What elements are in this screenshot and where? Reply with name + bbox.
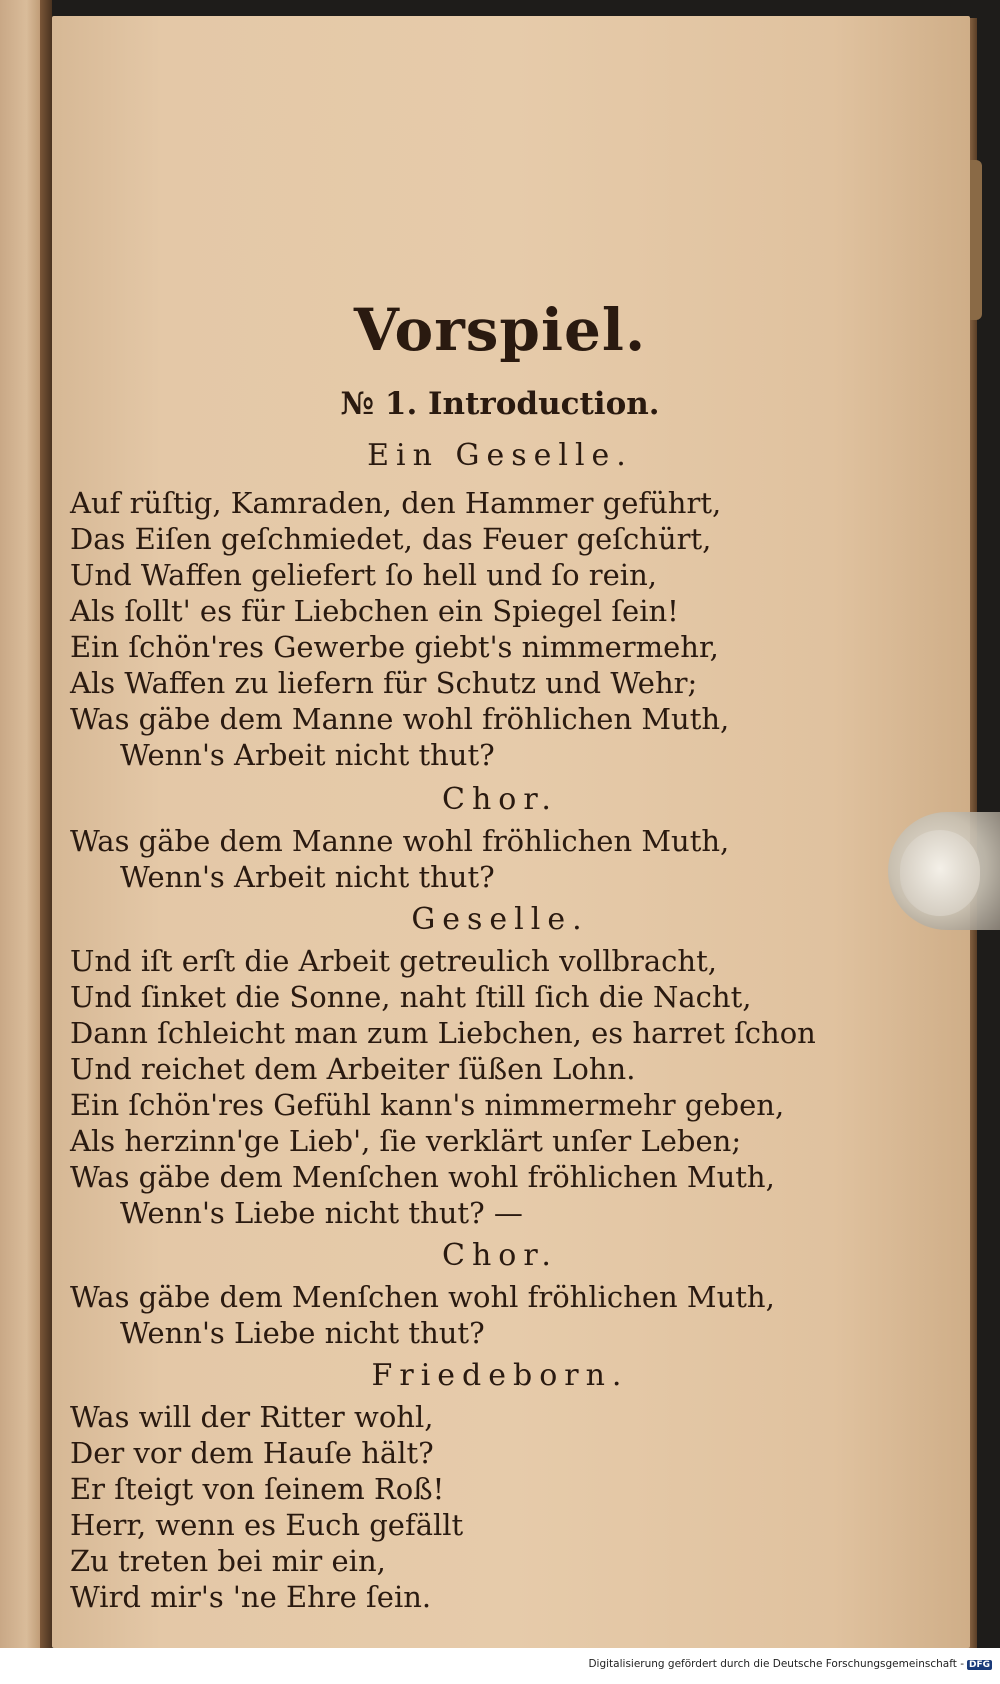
- verse-line: Als herzinn'ge Lieb', ſie verklärt unſer Leben;: [70, 1124, 742, 1158]
- verse-line: Und ſinket die Sonne, naht ſtill ſich die Nacht,: [70, 980, 752, 1014]
- funding-footer: [588, 1658, 992, 1670]
- footer-text: Digitalisierung gefördert durch die Deutsche Forschungsgemeinschaft -: [588, 1658, 964, 1670]
- verse-line: Wird mir's 'ne Ehre ſein.: [70, 1580, 432, 1614]
- verse-line: Was gäbe dem Menſchen wohl fröhlichen Muth,: [70, 1280, 775, 1314]
- section-heading: № 1. Introduction.: [340, 386, 660, 422]
- verse-line: Was will der Ritter wohl,: [70, 1400, 434, 1434]
- verse-line: Dann ſchleicht man zum Liebchen, es harret ſchon: [70, 1016, 816, 1050]
- verse-line: Was gäbe dem Manne wohl fröhlichen Muth,: [70, 824, 730, 858]
- verse-line: Und reichet dem Arbeiter ſüßen Lohn.: [70, 1052, 636, 1086]
- verse-line: Was gäbe dem Manne wohl fröhlichen Muth,: [70, 702, 730, 736]
- dfg-logo: DFG: [968, 1660, 990, 1670]
- verse-line: Und Waffen geliefert ſo hell und ſo rein,: [70, 558, 657, 592]
- facing-page-edge: [0, 0, 44, 1648]
- verse-line: Wenn's Liebe nicht thut? —: [120, 1196, 523, 1230]
- verse-line: Auf rüſtig, Kamraden, den Hammer geführt,: [70, 486, 722, 520]
- verse-line: Und iſt erſt die Arbeit getreulich vollbracht,: [70, 944, 717, 978]
- verse-line: Als Waffen zu liefern für Schutz und Wehr;: [70, 666, 698, 700]
- verse-line: Das Eiſen geſchmiedet, das Feuer geſchürt,: [70, 522, 712, 556]
- book-gutter: [40, 0, 52, 1648]
- verse-line: Als ſollt' es für Liebchen ein Spiegel ſein!: [70, 594, 679, 628]
- verse-line: Was gäbe dem Menſchen wohl fröhlichen Muth,: [70, 1160, 775, 1194]
- verse-line: Er ſteigt von ſeinem Roß!: [70, 1472, 445, 1506]
- verse-line: Ein ſchön'res Gewerbe giebt's nimmermehr,: [70, 630, 719, 664]
- verse-line: Wenn's Liebe nicht thut?: [120, 1316, 485, 1350]
- verse-line: Wenn's Arbeit nicht thut?: [120, 860, 495, 894]
- verse-line: Zu treten bei mir ein,: [70, 1544, 386, 1578]
- speaker-label: Ein Geselle.: [367, 438, 633, 473]
- speaker-label: Chor.: [442, 782, 558, 817]
- speaker-label: Friedeborn.: [371, 1358, 629, 1393]
- page-title: Vorspiel.: [353, 296, 647, 364]
- speaker-label: Geselle.: [411, 902, 589, 937]
- verse-line: Wenn's Arbeit nicht thut?: [120, 738, 495, 772]
- verse-line: Ein ſchön'res Gefühl kann's nimmermehr geben,: [70, 1088, 785, 1122]
- verse-line: Herr, wenn es Euch gefällt: [70, 1508, 464, 1542]
- speaker-label: Chor.: [442, 1238, 558, 1273]
- verse-line: Der vor dem Hauſe hält?: [70, 1436, 434, 1470]
